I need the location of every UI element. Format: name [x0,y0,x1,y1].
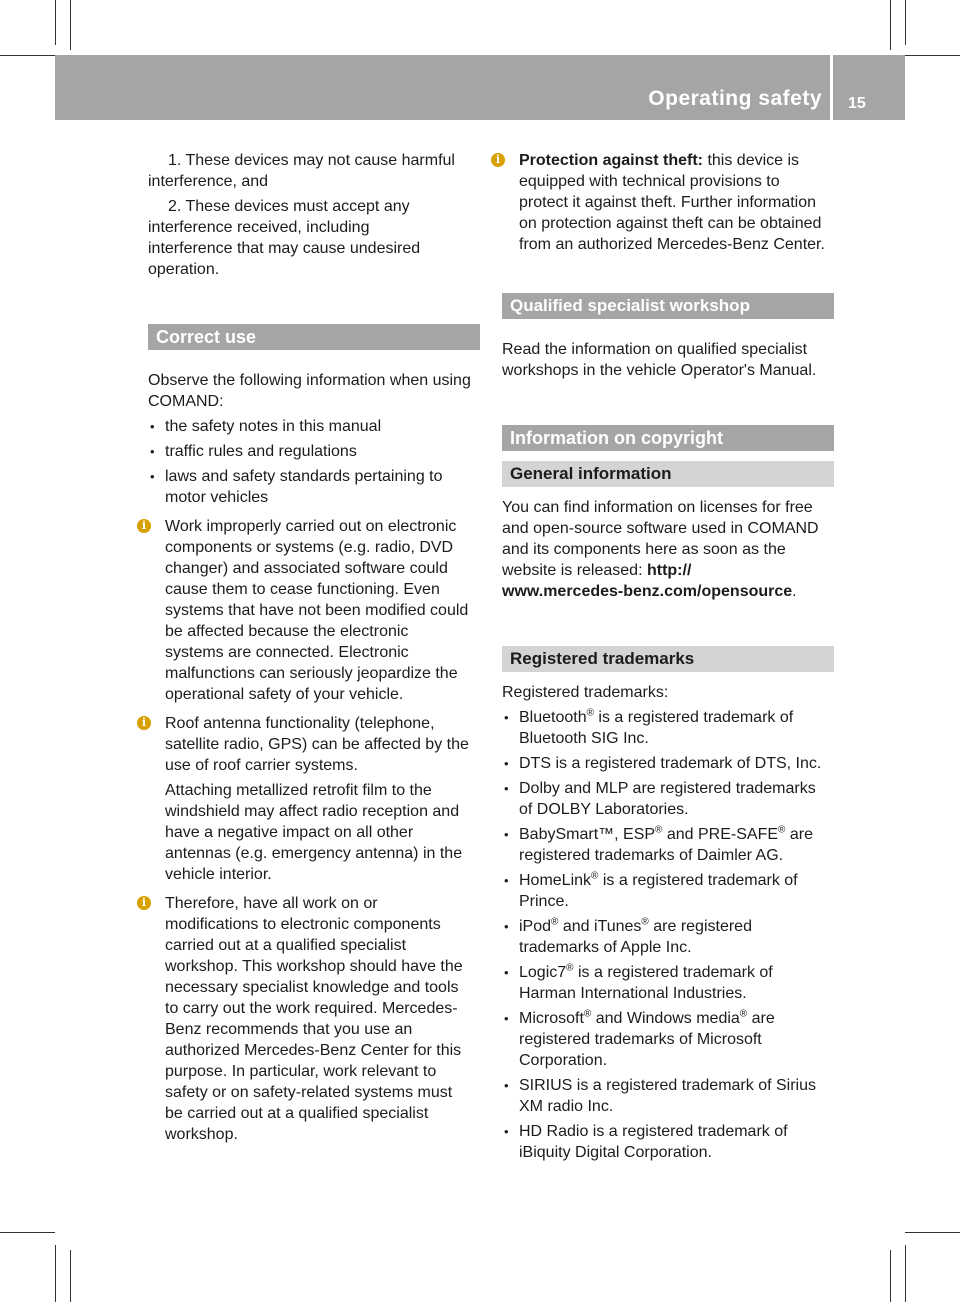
text-line: 2. These devices must accept any [168,198,410,215]
text-line: antennas (e.g. emergency antenna) in the [165,845,463,862]
left-column [141,150,480,1145]
bullet: • [504,965,509,980]
text-span: and PRE-SAFE [662,826,779,843]
section-heading-correct-use: Correct use [148,324,480,350]
crop-mark [55,1245,56,1302]
text-line: 1. These devices may not cause harmful [168,152,455,169]
page-title: Operating safety [648,87,822,110]
text-line: interference, and [148,173,269,190]
text-span: is a registered trademark of [593,709,794,726]
text-line: operation. [148,261,220,278]
crop-mark [0,1232,55,1233]
opensource-link[interactable]: www.mercedes-benz.com/opensource [502,583,793,600]
crop-mark [890,1250,891,1302]
registered-mark: ® [778,824,786,836]
crop-mark [905,1245,906,1302]
bullet: • [504,873,509,888]
registered-mark: ® [583,1008,592,1020]
registered-mark: ® [655,824,663,836]
crop-mark [70,0,71,50]
text-line: and its components here as soon as the [502,541,786,558]
text-line: from an authorized Mercedes-Benz Center. [519,236,825,253]
text-line: purpose. In particular, work relevant to [165,1063,437,1080]
crop-mark [905,0,906,45]
text-line: Read the information on qualified specialist [502,341,808,358]
bullet: • [504,781,509,796]
text-span: is a registered trademark of [573,964,773,981]
bullet: • [504,827,509,842]
list-item [502,707,834,749]
info-note [141,516,480,705]
text-line: systems that have not been modified could [165,602,469,619]
registered-mark: ® [586,707,594,719]
text-line: use of roof carrier systems. [165,757,358,774]
text-line: Work improperly carried out on electronic [165,518,457,535]
theft-label: Protection against theft: [519,152,704,169]
text-span: of DOLBY Laboratories. [519,801,689,818]
bullet: • [150,469,155,484]
list-item [502,916,834,958]
bullet: • [150,419,155,434]
text-span: are registered [648,918,752,935]
text-span: XM radio Inc. [519,1098,614,1115]
text-line: malfunctions can seriously jeopardize the [165,665,458,682]
list-item-text: the safety notes in this manual [165,418,382,435]
text-line: modifications to electronic components [165,916,441,933]
text-span: Bluetooth [519,709,587,726]
list-item [502,962,834,1004]
text-line: COMAND: [148,393,224,410]
info-icon: i [137,519,151,533]
text-line: Registered trademarks: [502,684,669,701]
list-item [502,778,834,820]
bullet: • [504,919,509,934]
text-span: SIRIUS is a registered trademark of Sirius [519,1077,816,1094]
right-column [495,150,834,1163]
text-span: trademarks of Apple Inc. [519,939,692,956]
text-line: Observe the following information when using [148,372,471,389]
header-divider [830,55,833,120]
list-item [502,824,834,866]
text-line [502,581,834,602]
text-line: and open-source software used in COMAND [502,520,819,537]
info-note [141,713,480,885]
info-icon: i [491,153,505,167]
crop-mark [890,0,891,50]
text-line: safety or on safety-related systems must [165,1084,453,1101]
page-number: 15 [848,95,866,112]
registered-mark: ® [551,916,559,928]
text-line: interference that may cause undesired [148,240,421,257]
registered-mark: ® [641,916,649,928]
list-item [502,870,834,912]
text-span: and iTunes [558,918,642,935]
text-line: Therefore, have all work on or [165,895,378,912]
list-item [148,416,480,437]
info-note [141,893,480,1145]
text-line: be carried out at a qualified specialist [165,1105,429,1122]
text-span: iBiquity Digital Corporation. [519,1144,712,1161]
text-line: equipped with technical provisions to [519,173,780,190]
crop-mark [905,55,960,56]
list-item-text: laws and safety standards pertaining to [165,468,443,485]
text-line: changer) and associated software could [165,560,448,577]
list-item-text: traffic rules and regulations [165,443,357,460]
text-span: Bluetooth SIG Inc. [519,730,649,747]
text-line: to carry out the work required. Mercedes- [165,1000,458,1017]
text-line: vehicle interior. [165,866,272,883]
list-item [502,1008,834,1071]
section-heading-trademarks: Registered trademarks [502,646,834,672]
bullet: • [150,444,155,459]
text-span: Prince. [519,893,569,910]
text-span: Logic7 [519,964,567,981]
text-line: workshops in the vehicle Operator's Manual. [502,362,817,379]
opensource-link[interactable]: http:// [646,562,692,579]
text-span: Harman International Industries. [519,985,747,1002]
bullet: • [504,1124,509,1139]
bullet: • [504,756,509,771]
text-line: be affected because the electronic [165,623,409,640]
crop-mark [905,1232,960,1233]
list-item [148,441,480,462]
registered-mark: ® [566,962,574,974]
text-span: . [792,583,797,600]
bullet: • [504,1011,509,1026]
text-line: cause them to cease functioning. Even [165,581,440,598]
list-item [502,1075,834,1117]
text-line: Benz recommends that you use an [165,1021,413,1038]
theft-text: this device is [703,152,800,169]
text-span: are [747,1010,775,1027]
list-item [502,753,834,774]
text-span: HD Radio is a registered trademark of [519,1123,788,1140]
text-line: protect it against theft. Further information [519,194,817,211]
info-icon: i [137,896,151,910]
text-span: registered trademarks of Daimler AG. [519,847,784,864]
text-line [502,560,834,581]
bullet: • [504,710,509,725]
text-span: is a registered trademark of [598,872,798,889]
info-note-theft [495,150,834,255]
text-span: iPod [519,918,552,935]
text-line: have a negative impact on all other [165,824,414,841]
text-line: operational safety of your vehicle. [165,686,404,703]
text-line: satellite radio, GPS) can be affected by the [165,736,469,753]
text-span: BabySmart™, ESP [519,826,656,843]
text-span: DTS is a registered trademark of DTS, Inc. [519,755,822,772]
list-item-text: motor vehicles [165,489,269,506]
text-line: on protection against theft can be obtained [519,215,822,232]
crop-mark [70,1250,71,1302]
crop-mark [55,0,56,45]
list-item [148,466,480,508]
text-line: authorized Mercedes-Benz Center for this [165,1042,462,1059]
text-span: are [785,826,813,843]
text-line [519,150,834,171]
text-line: necessary specialist knowledge and tools [165,979,459,996]
text-span: Corporation. [519,1052,608,1069]
text-line: interference received, including [148,219,370,236]
text-line: workshop. This workshop should have the [165,958,463,975]
section-heading-general: General information [502,461,834,487]
text-span: HomeLink [519,872,592,889]
text-line: workshop. [165,1126,238,1143]
section-heading-workshop: Qualified specialist workshop [502,293,834,319]
text-line: You can find information on licenses for free [502,499,813,516]
text-line: Attaching metallized retrofit film to the [165,782,432,799]
text-line: components or systems (e.g. radio, DVD [165,539,454,556]
list-item [502,1121,834,1163]
registered-mark: ® [591,870,599,882]
text-line: Roof antenna functionality (telephone, [165,715,435,732]
registered-mark: ® [739,1008,748,1020]
text-span: Dolby and MLP are registered trademarks [519,780,816,797]
text-line: systems are connected. Electronic [165,644,409,661]
text-span: Microsoft [519,1010,584,1027]
text-span: and Windows media [591,1010,740,1027]
text-line: windshield may affect radio reception and [165,803,460,820]
text-line: carried out at a qualified specialist [165,937,407,954]
bullet: • [504,1078,509,1093]
text-span: website is released: [502,562,647,579]
info-icon: i [137,716,151,730]
text-span: registered trademarks of Microsoft [519,1031,762,1048]
section-heading-copyright: Information on copyright [502,425,834,451]
crop-mark [0,55,55,56]
